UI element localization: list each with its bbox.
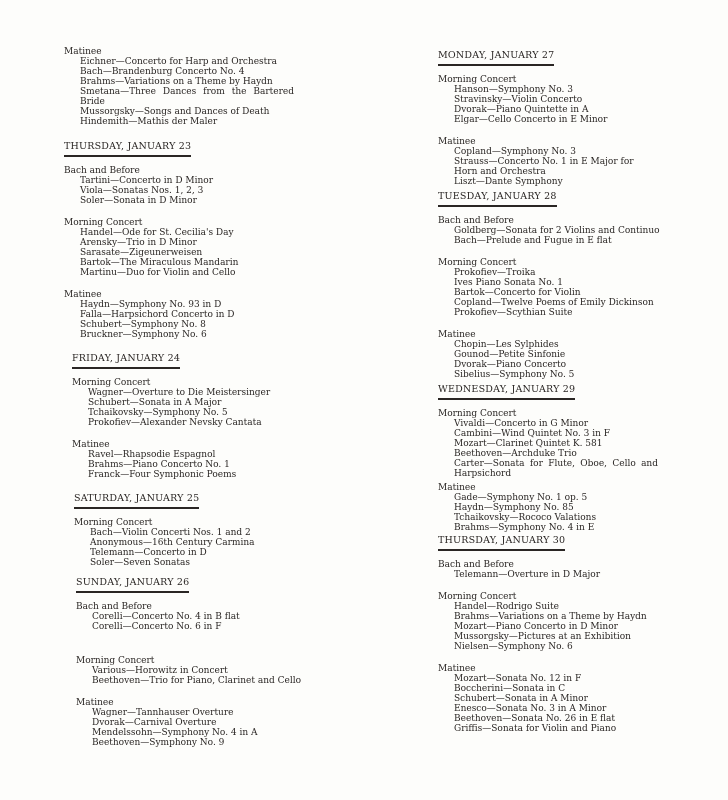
day-friday-jan-24 <box>72 346 302 480</box>
program-item: Beethoven—Sonata No. 26 in E flat <box>454 714 616 724</box>
day-monday-jan-27 <box>438 43 648 187</box>
program-item: Boccherini—Sonata in C <box>454 684 566 694</box>
program-item: Dvorak—Piano Concerto <box>454 360 567 370</box>
program-item: Beethoven—Symphony No. 9 <box>92 738 225 748</box>
program-item: Eichner—Concerto for Harp and Orchestra <box>80 57 277 67</box>
program-item: Elgar—Cello Concerto in E Minor <box>454 115 608 125</box>
session-label: Morning Concert <box>74 518 153 528</box>
program-item: Beethoven—Archduke Trio <box>454 449 577 459</box>
day-heading: SUNDAY, JANUARY 26 <box>76 577 189 593</box>
program-item: Sibelius—Symphony No. 5 <box>454 370 575 380</box>
day-thursday-jan-23 <box>64 134 294 340</box>
session-label: Bach and Before <box>76 602 152 612</box>
program-item: Mozart—Piano Concerto in D Minor <box>454 622 618 632</box>
day-heading: THURSDAY, JANUARY 23 <box>64 141 191 157</box>
session-label: Bach and Before <box>64 166 140 176</box>
program-item: Mussorgsky—Songs and Dances of Death <box>80 107 270 117</box>
program-item: Bartok—Concerto for Violin <box>454 288 581 298</box>
session-label: Bach and Before <box>438 216 514 226</box>
program-item: Martinu—Duo for Violin and Cello <box>80 268 236 278</box>
session-label: Matinee <box>438 664 476 674</box>
day-heading: THURSDAY, JANUARY 30 <box>438 535 565 551</box>
program-item: Griffis—Sonata for Violin and Piano <box>454 724 617 734</box>
program-item: Nielsen—Symphony No. 6 <box>454 642 573 652</box>
session-label: Morning Concert <box>438 409 517 419</box>
program-item: Haydn—Symphony No. 93 in D <box>80 300 222 310</box>
program-item: Various—Horowitz in Concert <box>92 666 228 676</box>
program-item: Hanson—Symphony No. 3 <box>454 85 573 95</box>
program-item: Brahms—Variations on a Theme by Haydn <box>80 77 273 87</box>
session-label: Matinee <box>438 483 476 493</box>
program-item: Brahms—Variations on a Theme by Haydn <box>454 612 647 622</box>
program-item: Bartok—The Miraculous Mandarin <box>80 258 239 268</box>
program-item: Copland—Symphony No. 3 <box>454 147 576 157</box>
program-item: Gounod—Petite Sinfonie <box>454 350 566 360</box>
program-item: Sarasate—Zigeunerweisen <box>80 248 203 258</box>
program-item: Tchaikovsky—Rococo Valations <box>454 513 597 523</box>
day-heading: MONDAY, JANUARY 27 <box>438 50 554 66</box>
program-item: Soler—Seven Sonatas <box>90 558 190 568</box>
program-item: Handel—Rodrigo Suite <box>454 602 559 612</box>
program-item: Mozart—Clarinet Quintet K. 581 <box>454 439 603 449</box>
program-item: Tchaikovsky—Symphony No. 5 <box>88 408 228 418</box>
matinee-continued <box>64 43 294 127</box>
program-item: Stravinsky—Violin Concerto <box>454 95 583 105</box>
program-item: Bach—Prelude and Fugue in E flat <box>454 236 612 246</box>
program-item: Bach—Violin Concerti Nos. 1 and 2 <box>90 528 251 538</box>
program-item: Bruckner—Symphony No. 6 <box>80 330 207 340</box>
program-item: Falla—Harpsichord Concerto in D <box>80 310 235 320</box>
program-item: Arensky—Trio in D Minor <box>80 238 197 248</box>
program-item: Mussorgsky—Pictures at an Exhibition <box>454 632 631 642</box>
program-item: Beethoven—Trio for Piano, Clarinet and Cello <box>92 676 301 686</box>
program-item: Telemann—Overture in D Major <box>454 570 601 580</box>
day-heading: TUESDAY, JANUARY 28 <box>438 191 557 207</box>
program-item: Chopin—Les Sylphides <box>454 340 559 350</box>
program-item: Brahms—Symphony No. 4 in E <box>454 523 595 533</box>
program-item: Ives Piano Sonata No. 1 <box>454 278 563 288</box>
session-label: Morning Concert <box>64 218 143 228</box>
program-item: Haydn—Symphony No. 85 <box>454 503 574 513</box>
day-heading: WEDNESDAY, JANUARY 29 <box>438 384 575 400</box>
session-label: Morning Concert <box>438 75 517 85</box>
session-label: Matinee <box>64 290 102 300</box>
program-item: Prokofiev—Alexander Nevsky Cantata <box>88 418 262 428</box>
program-item: Schubert—Sonata in A Minor <box>454 694 588 704</box>
program-item: Corelli—Concerto No. 4 in B flat <box>92 612 240 622</box>
session-label: Morning Concert <box>72 378 151 388</box>
day-tuesday-jan-28 <box>438 184 668 380</box>
session-label: Matinee <box>64 47 102 57</box>
session-label: Bach and Before <box>438 560 514 570</box>
day-wednesday-jan-29 <box>438 377 658 533</box>
session-label: Morning Concert <box>438 592 517 602</box>
program-item: Telemann—Concerto in D <box>90 548 207 558</box>
program-item: Prokofiev—Troika <box>454 268 536 278</box>
day-sunday-jan-26 <box>76 570 306 748</box>
program-item: Corelli—Concerto No. 6 in F <box>92 622 222 632</box>
program-item: Copland—Twelve Poems of Emily Dickinson <box>454 298 654 308</box>
program-item: Wagner—Overture to Die Meistersinger <box>88 388 271 398</box>
program-item: Hindemith—Mathis der Maler <box>80 117 218 127</box>
session-label: Matinee <box>438 137 476 147</box>
day-thursday-jan-30 <box>438 528 668 734</box>
program-item: Handel—Ode for St. Cecilia's Day <box>80 228 234 238</box>
program-item: Gade—Symphony No. 1 op. 5 <box>454 493 588 503</box>
program-item: Anonymous—16th Century Carmina <box>90 538 255 548</box>
session-label: Matinee <box>76 698 114 708</box>
program-item: Franck—Four Symphonic Poems <box>88 470 237 480</box>
program-item: Prokofiev—Scythian Suite <box>454 308 573 318</box>
program-item: Mendelssohn—Symphony No. 4 in A <box>92 728 258 738</box>
day-heading: FRIDAY, JANUARY 24 <box>72 353 180 369</box>
day-saturday-jan-25 <box>74 486 304 568</box>
program-item: Dvorak—Carnival Overture <box>92 718 217 728</box>
program-item: Liszt—Dante Symphony <box>454 177 563 187</box>
program-item: Smetana—Three Dances from the Bartered Bride <box>80 87 294 107</box>
program-item: Viola—Sonatas Nos. 1, 2, 3 <box>80 186 204 196</box>
program-item: Strauss—Concerto No. 1 in E Major for Horn and Orchestra <box>454 157 634 177</box>
session-label: Matinee <box>72 440 110 450</box>
program-item: Soler—Sonata in D Minor <box>80 196 197 206</box>
program-item: Enesco—Sonata No. 3 in A Minor <box>454 704 607 714</box>
program-item: Dvorak—Piano Quintette in A <box>454 105 589 115</box>
program-item: Goldberg—Sonata for 2 Violins and Continuo <box>454 226 660 236</box>
program-item: Bach—Brandenburg Concerto No. 4 <box>80 67 245 77</box>
program-item: Brahms—Piano Concerto No. 1 <box>88 460 230 470</box>
program-item: Mozart—Sonata No. 12 in F <box>454 674 582 684</box>
day-heading: SATURDAY, JANUARY 25 <box>74 493 199 509</box>
session-label: Morning Concert <box>438 258 517 268</box>
program-item: Carter—Sonata for Flute, Oboe, Cello and Harpsichord <box>454 459 658 479</box>
program-item: Vivaldi—Concerto in G Minor <box>454 419 589 429</box>
session-label: Morning Concert <box>76 656 155 666</box>
session-label: Matinee <box>438 330 476 340</box>
program-item: Tartini—Concerto in D Minor <box>80 176 214 186</box>
program-item: Wagner—Tannhauser Overture <box>92 708 234 718</box>
program-item: Schubert—Sonata in A Major <box>88 398 222 408</box>
program-item: Ravel—Rhapsodie Espagnol <box>88 450 216 460</box>
program-item: Schubert—Symphony No. 8 <box>80 320 206 330</box>
program-item: Cambini—Wind Quintet No. 3 in F <box>454 429 610 439</box>
